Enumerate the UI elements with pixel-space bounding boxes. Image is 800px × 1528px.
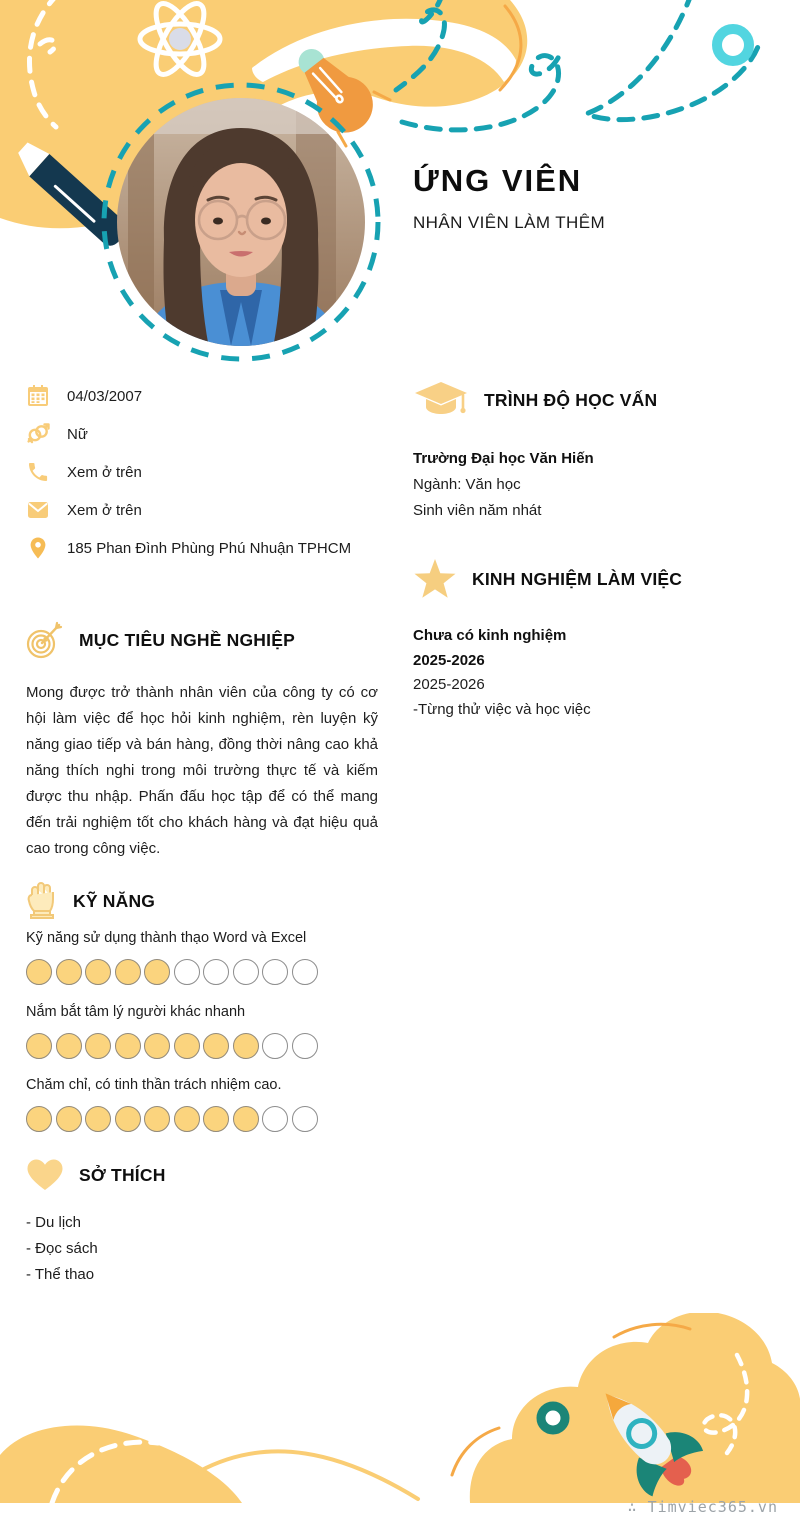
hobby-item: - Thể thao <box>26 1266 95 1283</box>
hobbies-title: SỞ THÍCH <box>79 1164 166 1185</box>
education-title: TRÌNH ĐỘ HỌC VẤN <box>484 389 658 410</box>
left-column <box>26 380 378 1300</box>
experience-section <box>413 558 785 722</box>
education-note: Sinh viên năm nhát <box>413 502 542 519</box>
skill-dot <box>85 1106 111 1132</box>
skill-label: Chăm chỉ, có tinh thần trách nhiệm cao. <box>26 1077 282 1093</box>
info-row-phone <box>26 459 142 486</box>
info-row-gender <box>26 421 88 448</box>
skill-dot <box>262 959 288 985</box>
skill-dot <box>203 1106 229 1132</box>
skills-header <box>26 882 378 920</box>
education-major: Ngành: Văn học <box>413 476 521 493</box>
hobbies-header <box>26 1158 378 1192</box>
skills-section <box>26 882 378 1093</box>
objective-section <box>26 620 378 862</box>
bottom-decoration <box>0 1313 800 1528</box>
calendar-icon <box>26 384 50 408</box>
experience-header <box>413 558 785 600</box>
skill-dot <box>174 1106 200 1132</box>
skill-level-dots <box>26 959 318 985</box>
birthday-value: 04/03/2007 <box>67 388 143 405</box>
skills-title: KỸ NĂNG <box>73 890 156 911</box>
skill-item <box>26 1077 318 1132</box>
skill-dot <box>56 1033 82 1059</box>
graduation-cap-icon <box>413 380 469 420</box>
cyan-ring-icon <box>717 29 749 61</box>
experience-line: Chưa có kinh nghiệm <box>413 627 567 644</box>
skill-level-dots <box>26 1033 318 1059</box>
candidate-position: NHÂN VIÊN LÀM THÊM <box>413 213 606 232</box>
skill-dot <box>144 1106 170 1132</box>
skill-dot <box>174 1033 200 1059</box>
skill-dot <box>144 1033 170 1059</box>
skill-dot <box>115 1106 141 1132</box>
hobby-item: - Đọc sách <box>26 1240 98 1257</box>
skill-dot <box>174 959 200 985</box>
skill-label: Kỹ năng sử dụng thành thạo Word và Excel <box>26 930 307 946</box>
education-header <box>413 380 785 420</box>
phone-icon <box>26 460 50 484</box>
skill-dot <box>115 1033 141 1059</box>
skill-dot <box>26 1106 52 1132</box>
fist-icon <box>26 882 58 920</box>
watermark: ∴ Timviec365.vn <box>627 1498 778 1516</box>
hobby-item: - Du lịch <box>26 1214 82 1231</box>
skill-dot <box>115 959 141 985</box>
email-icon <box>26 498 50 522</box>
skill-dot <box>56 959 82 985</box>
skill-item <box>26 1004 318 1059</box>
skill-dot <box>262 1106 288 1132</box>
skill-dot <box>292 1106 318 1132</box>
star-icon <box>413 558 457 600</box>
gender-value: Nữ <box>67 426 88 443</box>
skill-dot <box>85 1033 111 1059</box>
skill-dot <box>233 1033 259 1059</box>
gender-icon <box>26 422 50 446</box>
email-value: Xem ở trên <box>67 502 142 519</box>
info-row-birthday <box>26 383 142 410</box>
experience-line: 2025-2026 <box>413 651 485 669</box>
info-row-email <box>26 497 142 524</box>
right-column <box>413 380 785 860</box>
teal-ring-icon <box>541 1406 565 1430</box>
hobbies-section <box>26 1158 378 1288</box>
candidate-name: ỨNG VIÊN <box>413 163 583 198</box>
yellow-blob-bottom-left <box>0 1425 242 1503</box>
skill-dot <box>26 1033 52 1059</box>
skill-dot <box>203 1033 229 1059</box>
skill-dot <box>292 1033 318 1059</box>
info-row-address <box>26 535 351 562</box>
skill-label: Nắm bắt tâm lý người khác nhanh <box>26 1004 246 1020</box>
title-block <box>413 163 605 233</box>
address-value: 185 Phan Đình Phùng Phú Nhuận TPHCM <box>67 540 352 557</box>
education-section <box>413 380 785 524</box>
skill-dot <box>233 1106 259 1132</box>
skill-item <box>26 930 318 985</box>
education-school: Trường Đại học Văn Hiến <box>413 450 594 467</box>
location-icon <box>26 536 50 560</box>
skill-level-dots <box>26 1106 318 1132</box>
objective-header <box>26 620 378 660</box>
skill-dot <box>292 959 318 985</box>
experience-title: KINH NGHIỆM LÀM VIỆC <box>472 568 683 589</box>
skill-dot <box>85 959 111 985</box>
experience-line: -Từng thử việc và học việc <box>413 700 591 718</box>
profile-photo <box>100 80 384 370</box>
objective-body: Mong được trở thành nhân viên của công ty có cơ hội làm việc để học hỏi kinh nghiệm, rèn luyện kỹ năng giao tiếp và bán hàng, đồng thời nâng cao khả năng thích nghi trong môi trường thực tế và kiếm được thu nhập. Phấn đấu học tập để có thể mang đến trải nghiệm tốt cho khách hàng và đạt hiệu quả cao trong công việc. <box>26 684 378 857</box>
skill-dot <box>262 1033 288 1059</box>
skill-dot <box>233 959 259 985</box>
target-icon <box>26 620 64 660</box>
skill-dot <box>26 959 52 985</box>
experience-line: 2025-2026 <box>413 676 485 693</box>
heart-icon <box>26 1158 64 1192</box>
phone-value: Xem ở trên <box>67 464 142 481</box>
skill-dot <box>203 959 229 985</box>
objective-title: MỤC TIÊU NGHỀ NGHIỆP <box>79 629 295 650</box>
skill-dot <box>56 1106 82 1132</box>
skill-dot <box>144 959 170 985</box>
